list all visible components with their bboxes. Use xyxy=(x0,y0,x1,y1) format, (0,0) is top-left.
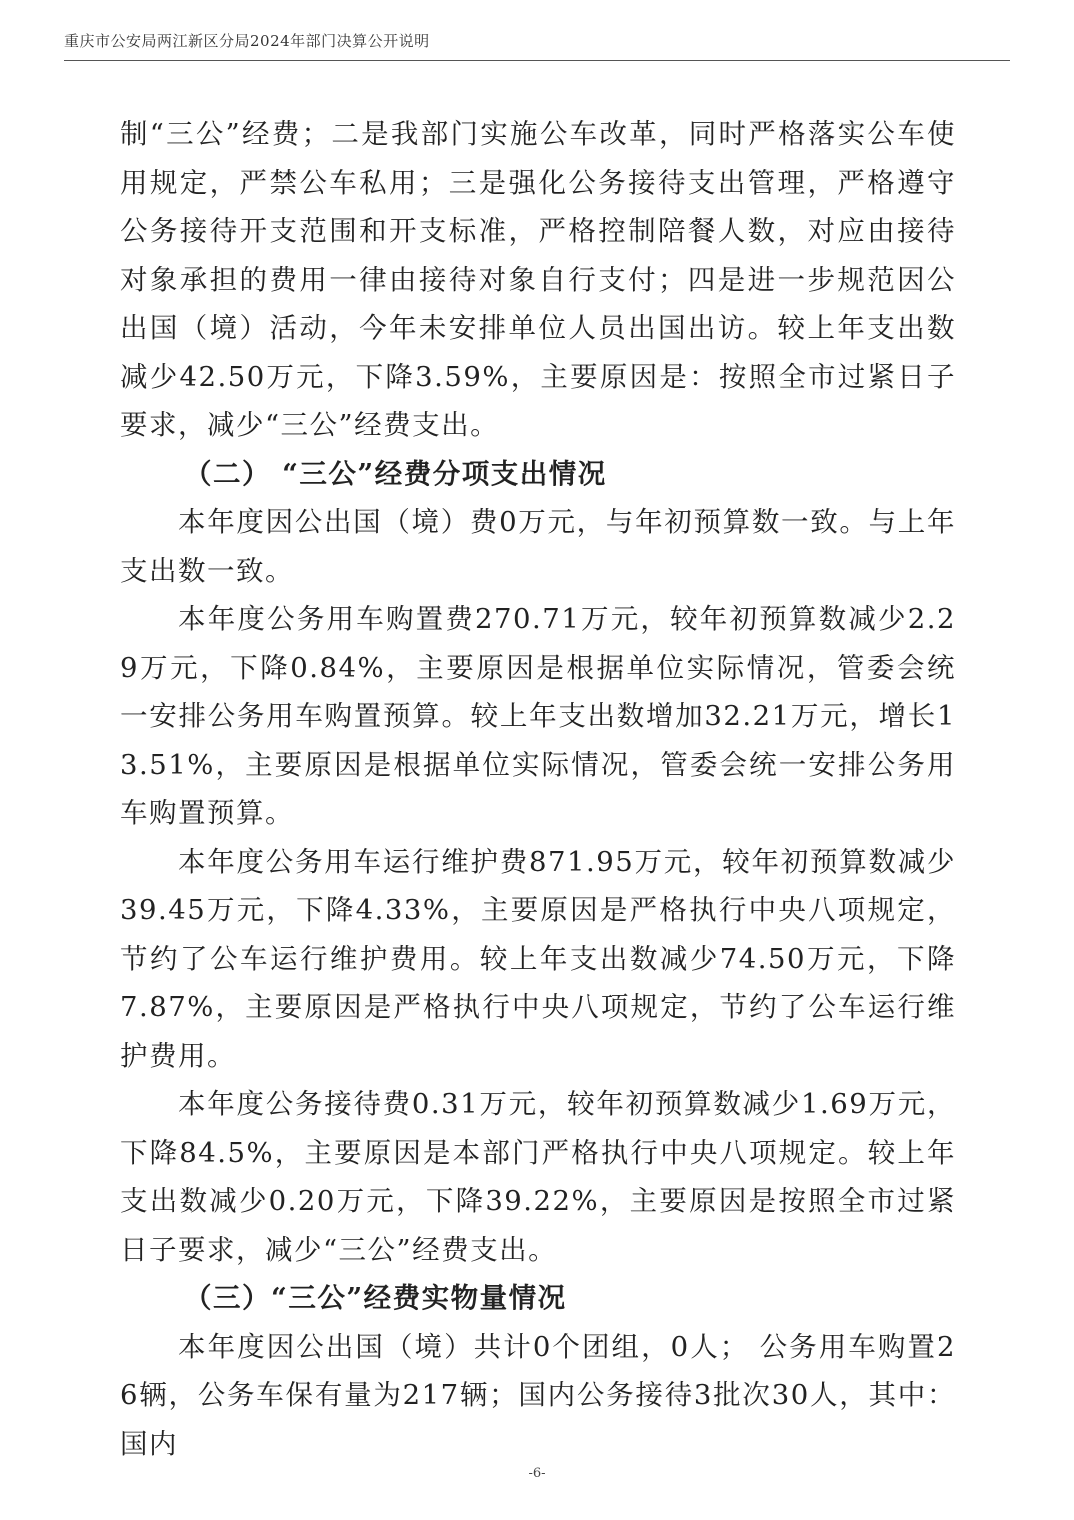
document-body xyxy=(120,110,956,1468)
header-divider xyxy=(64,60,1010,61)
section-heading: （二） “三公”经费分项支出情况 xyxy=(184,457,607,490)
section-heading: （三）“三公”经费实物量情况 xyxy=(184,1282,567,1314)
paragraph: 本年度公务接待费0.31万元，较年初预算数减少1.69万元，下降84.5%，主要原因是本部门严格执行中央八项规定。较上年支出数减少0.20万元，下降39.22%，主要原因是按照全市过紧日子要求，减少“三公”经费支出。 xyxy=(120,1088,956,1266)
paragraph: 制“三公”经费；二是我部门实施公车改革，同时严格落实公车使用规定，严禁公车私用；三是强化公务接待支出管理，严格遵守公务接待开支范围和开支标准，严格控制陪餐人数，对应由接待对象承担的费用一律由接待对象自行支付；四是进一步规范因公出国（境）活动，今年未安排单位人员出国出访。较上年支出数减少42.50万元，下降3.59%，主要原因是：按照全市过紧日子要求，减少“三公”经费支出。 xyxy=(120,118,956,441)
paragraph: 本年度公务用车运行维护费871.95万元，较年初预算数减少39.45万元，下降4.33%，主要原因是严格执行中央八项规定，节约了公车运行维护费用。较上年支出数减少74.50万元，下降7.87%，主要原因是严格执行中央八项规定，节约了公车运行维护费用。 xyxy=(120,845,956,1072)
paragraph: 本年度公务用车购置费270.71万元，较年初预算数减少2.29万元，下降0.84%，主要原因是根据单位实际情况，管委会统一安排公务用车购置预算。较上年支出数增加32.21万元，增长13.51%，主要原因是根据单位实际情况，管委会统一安排公务用车购置预算。 xyxy=(120,603,956,829)
paragraph: 本年度因公出国（境）共计0个团组，0人； 公务用车购置26辆，公务车保有量为217辆；国内公务接待3批次30人，其中：国内 xyxy=(120,1330,956,1460)
page-number: -6- xyxy=(528,1466,546,1481)
document-header: 重庆市公安局两江新区分局2024年部门决算公开说明 xyxy=(64,32,430,50)
paragraph: 本年度因公出国（境）费0万元，与年初预算数一致。与上年支出数一致。 xyxy=(120,506,956,587)
